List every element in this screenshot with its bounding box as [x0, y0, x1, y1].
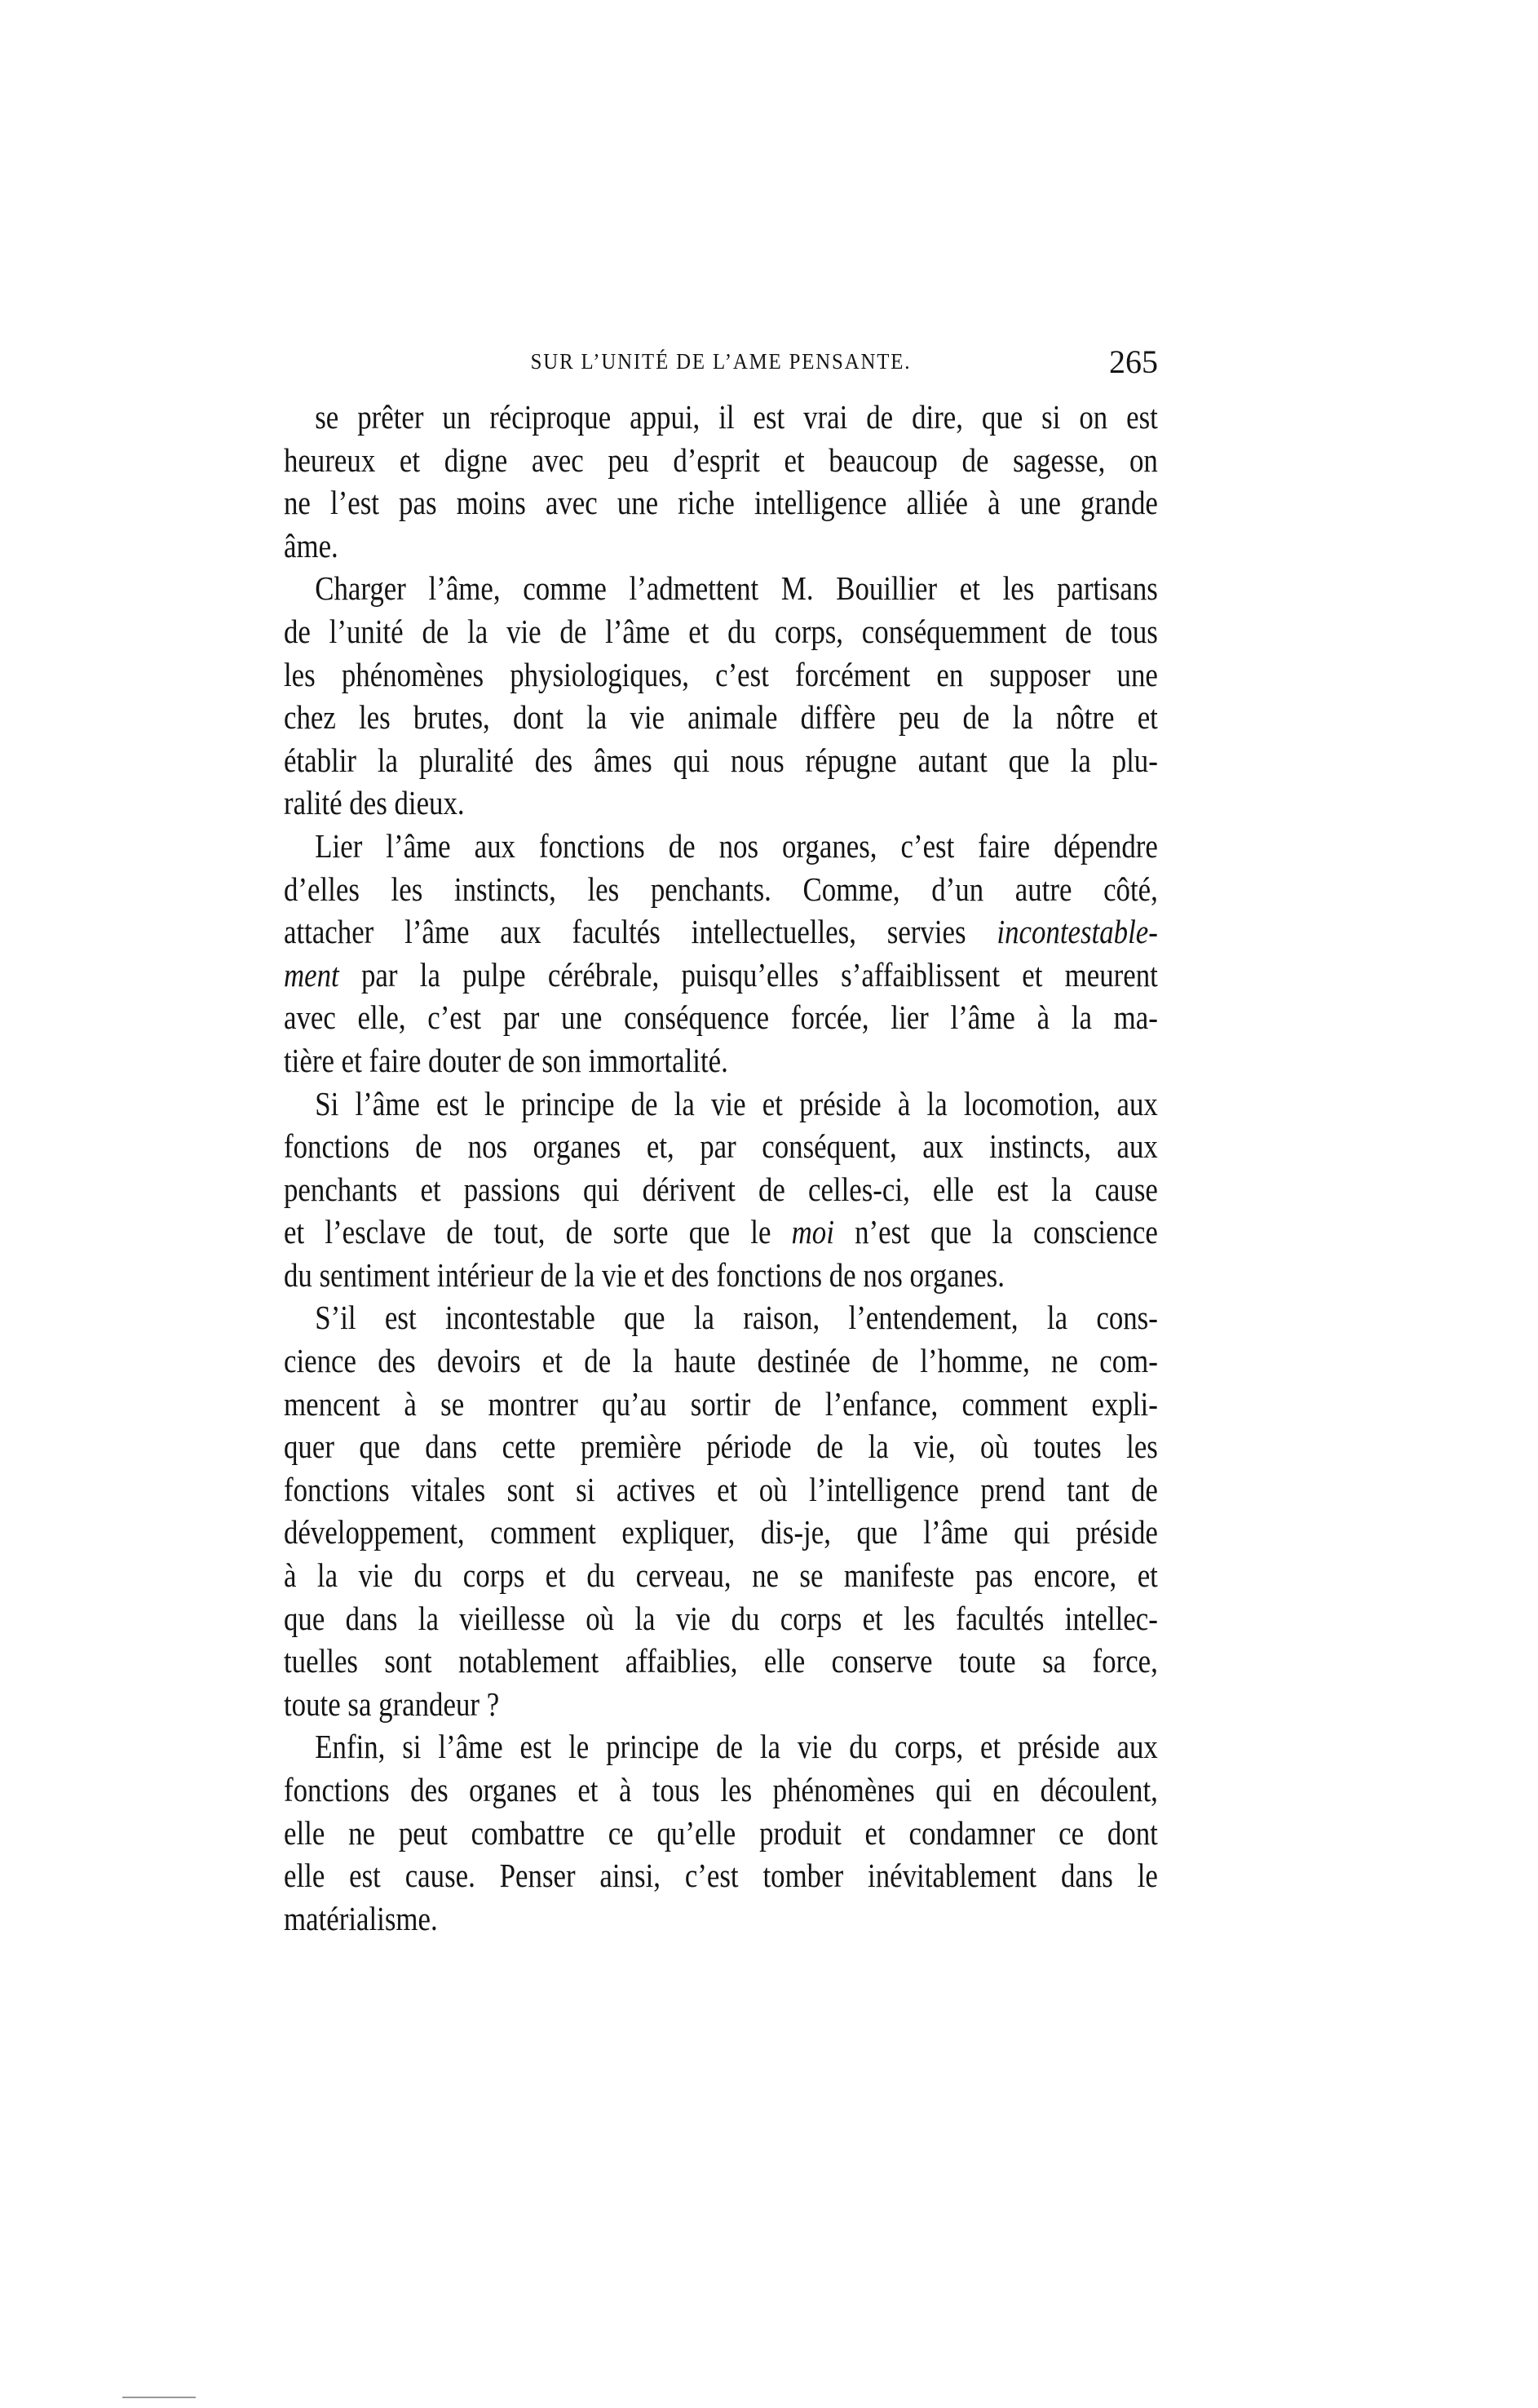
page-number: 265 — [1109, 343, 1158, 380]
text-line: S’il est incontestable que la raison, l’entendement, la cons- — [315, 1299, 1158, 1337]
paragraph — [284, 567, 1158, 825]
text-line: fonctions de nos organes et, par conséquent, aux instincts, aux — [284, 1127, 1158, 1166]
text-line: se prêter un réciproque appui, il est vrai de dire, que si on est — [315, 398, 1158, 436]
text-line: elle est cause. Penser ainsi, c’est tomber inévitablement dans le — [284, 1857, 1158, 1895]
text-line: mencent à se montrer qu’au sortir de l’enfance, comment expli- — [284, 1384, 1158, 1423]
text-line: elle ne peut combattre ce qu’elle produit et condamner ce dont — [284, 1813, 1158, 1852]
italic-text: moi — [791, 1213, 834, 1251]
text-line: tuelles sont notablement affaiblies, elle conserve toute sa force, — [284, 1642, 1158, 1680]
text-line: de l’unité de la vie de l’âme et du corps, conséquemment de tous — [284, 612, 1158, 650]
text-line: cience des devoirs et de la haute destinée de l’homme, ne com- — [284, 1342, 1158, 1380]
text-line: quer que dans cette première période de la vie, où toutes les — [284, 1428, 1158, 1466]
text-line: d’elles les instincts, les penchants. Comme, d’un autre côté, — [284, 870, 1158, 908]
paragraph — [284, 396, 1158, 567]
text-line: matérialisme. — [284, 1899, 438, 1937]
italic-text: incontestable- — [997, 913, 1158, 951]
italic-text: ment — [284, 955, 339, 994]
text-line: que dans la vieillesse où la vie du corps et les facultés intellec- — [284, 1599, 1158, 1637]
text-line: fonctions des organes et à tous les phénomènes qui en découlent, — [284, 1771, 1158, 1808]
text-line: Lier l’âme aux fonctions de nos organes, c’est faire dépendre — [315, 826, 1158, 865]
paragraph — [284, 1296, 1158, 1725]
running-title: SUR L’UNITÉ DE L’AME PENSANTE. — [530, 349, 912, 374]
text-line: fonctions vitales sont si actives et où l’intelligence prend tant de — [284, 1470, 1158, 1508]
text-line — [284, 1211, 1158, 1254]
text-line: du sentiment intérieur de la vie et des fonctions de nos organes. — [284, 1255, 1005, 1294]
text-line: heureux et digne avec peu d’esprit et beaucoup de sagesse, on — [284, 440, 1158, 479]
paragraph — [284, 1725, 1158, 1940]
text-segment: n’est que la conscience — [833, 1213, 1158, 1251]
text-line: ralité des dieux. — [284, 784, 465, 822]
text-line: toute sa grandeur ? — [284, 1684, 500, 1723]
text-line: les phénomènes physiologiques, c’est forcément en supposer une — [284, 655, 1158, 693]
text-line — [284, 954, 1158, 997]
text-segment: attacher l’âme aux facultés intellectuelles, servies — [284, 913, 997, 951]
text-line: penchants et passions qui dérivent de celles-ci, elle est la cause — [284, 1170, 1158, 1208]
text-segment: par la pulpe cérébrale, puisqu’elles s’affaiblissent et meurent — [338, 955, 1158, 994]
text-line — [284, 910, 1158, 954]
running-header — [284, 343, 1158, 385]
text-line: tière et faire douter de son immortalité. — [284, 1041, 728, 1079]
body-text — [284, 396, 1158, 1940]
text-line: Enfin, si l’âme est le principe de la vie du corps, et préside aux — [315, 1728, 1158, 1766]
text-line: développement, comment expliquer, dis-je, que l’âme qui préside — [284, 1513, 1158, 1551]
paragraph — [284, 825, 1158, 1082]
text-line: ne l’est pas moins avec une riche intelligence alliée à une grande — [284, 484, 1158, 522]
text-line: à la vie du corps et du cerveau, ne se manifeste pas encore, et — [284, 1556, 1158, 1595]
text-line: Charger l’âme, comme l’admettent M. Bouillier et les partisans — [315, 569, 1158, 608]
text-line: Si l’âme est le principe de la vie et préside à la locomotion, aux — [315, 1084, 1158, 1122]
text-line: âme. — [284, 526, 338, 564]
text-segment: et l’esclave de tout, de sorte que le — [284, 1213, 792, 1251]
text-line: établir la pluralité des âmes qui nous répugne autant que la plu- — [284, 741, 1158, 779]
scan-artifact-line — [122, 2397, 196, 2398]
text-line: avec elle, c’est par une conséquence forcée, lier l’âme à la ma- — [284, 998, 1158, 1037]
text-line: chez les brutes, dont la vie animale diffère peu de la nôtre et — [284, 698, 1158, 737]
paragraph — [284, 1082, 1158, 1297]
